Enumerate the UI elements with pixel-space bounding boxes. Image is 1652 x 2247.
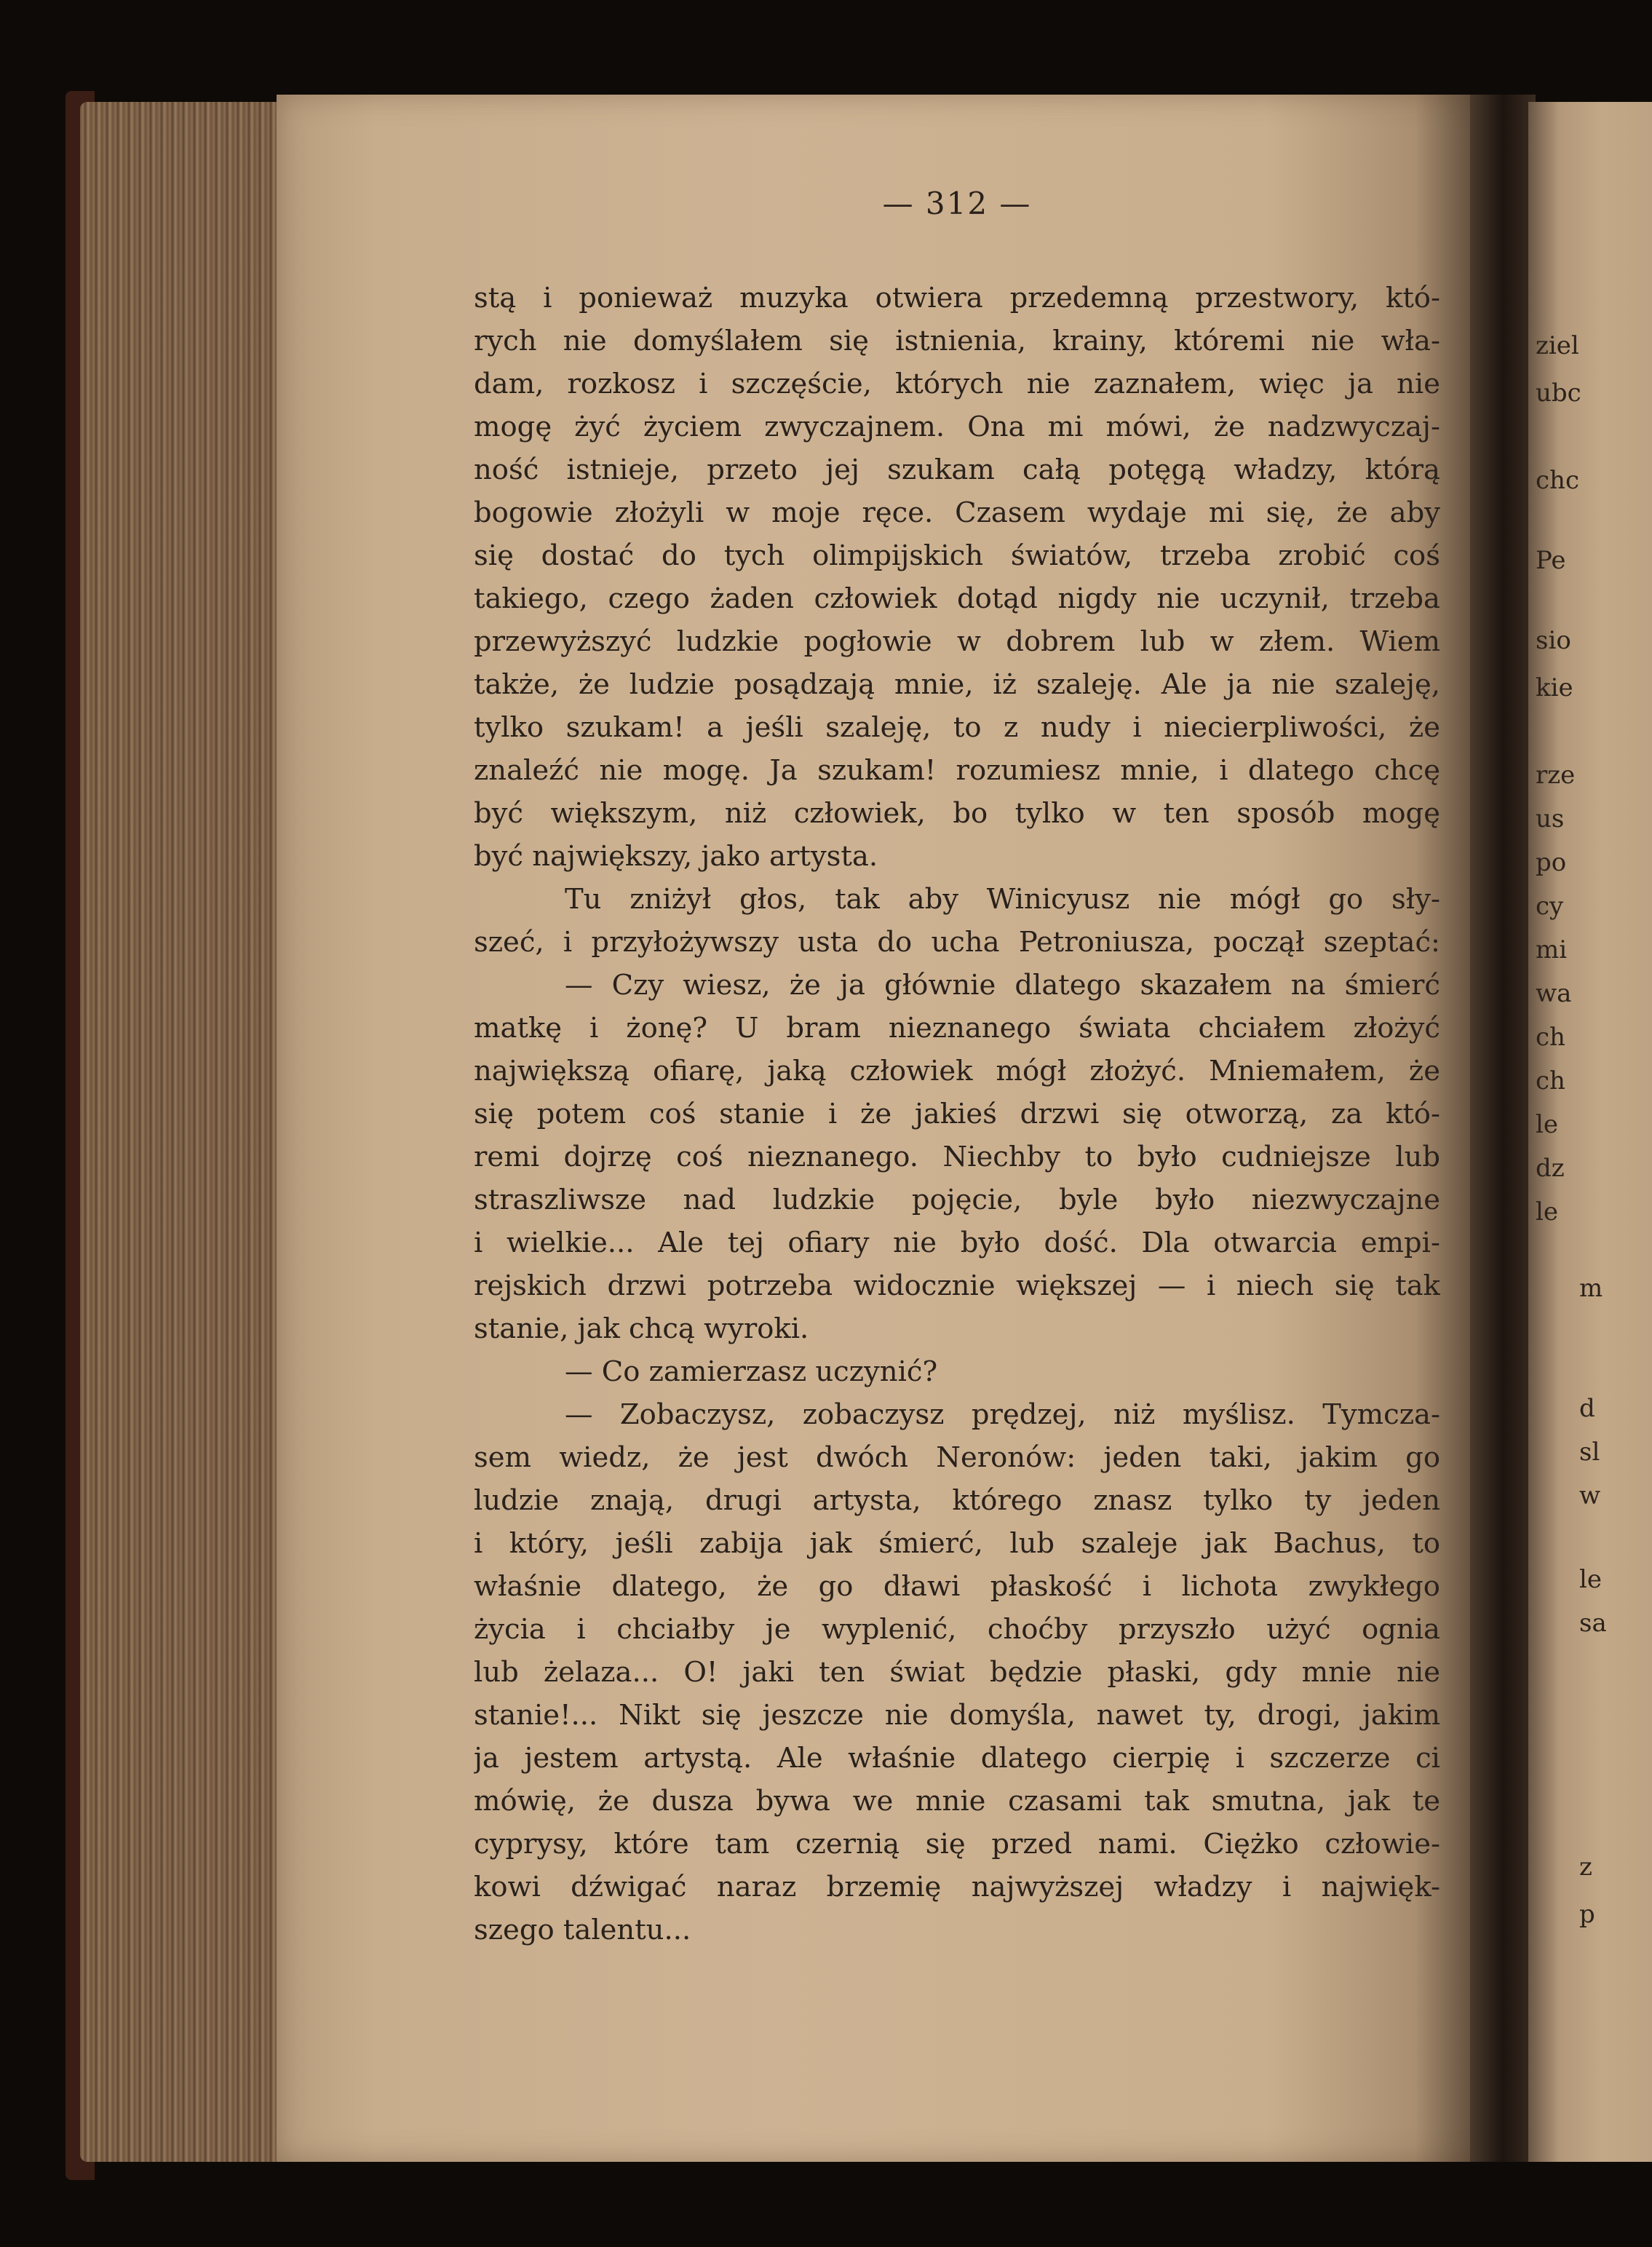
text-line: rych nie domyślałem się istnienia, krainy, któremi nie wła- <box>474 325 1440 357</box>
text-line: się dostać do tych olimpijskich światów, trzeba zrobić coś <box>474 539 1440 572</box>
text-line: tylko szukam! a jeśli szaleję, to z nudy i niecierpliwości, że <box>474 711 1440 744</box>
facing-page-text-fragment: po <box>1536 848 1567 877</box>
page-number: — 312 — <box>882 186 1032 221</box>
text-line: stą i ponieważ muzyka otwiera przedemną przestwory, któ- <box>474 282 1440 314</box>
facing-page-text-fragment: p <box>1579 1900 1595 1929</box>
facing-page-text-fragment: rze <box>1536 761 1576 790</box>
text-line: mogę żyć życiem zwyczajnem. Ona mi mówi, że nadzwyczaj- <box>474 411 1440 443</box>
facing-page-text-fragment: chc <box>1536 466 1579 495</box>
text-line: rejskich drzwi potrzeba widocznie większej — i niech się tak <box>474 1269 1440 1302</box>
facing-page-text-fragment: mi <box>1536 935 1568 964</box>
text-line: — Czy wiesz, że ja głównie dlatego skazałem na śmierć <box>565 969 1440 1002</box>
text-line: szeć, i przyłożywszy usta do ucha Petroniusza, począł szeptać: <box>474 926 1440 959</box>
text-line: być większym, niż człowiek, bo tylko w ten sposób mogę <box>474 797 1440 830</box>
text-line: — Co zamierzasz uczynić? <box>565 1355 938 1388</box>
text-line: ja jestem artystą. Ale właśnie dlatego cierpię i szczerze ci <box>474 1742 1440 1775</box>
text-line: i który, jeśli zabija jak śmierć, lub szaleje jak Bachus, to <box>474 1527 1440 1560</box>
text-line: lub żelaza... O! jaki ten świat będzie płaski, gdy mnie nie <box>474 1656 1440 1689</box>
text-line: Tu zniżył głos, tak aby Winicyusz nie mógł go sły- <box>565 883 1440 916</box>
text-line: kowi dźwigać naraz brzemię najwyższej władzy i najwięk- <box>474 1871 1440 1903</box>
text-line: największą ofiarę, jaką człowiek mógł złożyć. Mniemałem, że <box>474 1055 1440 1087</box>
facing-page-text-fragment: wa <box>1536 979 1572 1008</box>
body-text <box>474 277 1440 1951</box>
text-line: remi dojrzę coś nieznanego. Niechby to było cudniejsze lub <box>474 1141 1440 1173</box>
facing-page-text-fragment: sl <box>1579 1438 1600 1467</box>
text-line: mówię, że dusza bywa we mnie czasami tak smutna, jak te <box>474 1785 1440 1818</box>
text-line: bogowie złożyli w moje ręce. Czasem wydaje mi się, że aby <box>474 496 1440 529</box>
facing-page-text-fragment: us <box>1536 804 1565 833</box>
text-line: życia i chciałby je wyplenić, choćby przyszło użyć ognia <box>474 1613 1440 1646</box>
facing-page-text-fragment: ubc <box>1536 379 1581 408</box>
facing-page-text-fragment: w <box>1579 1481 1601 1510</box>
text-line: cyprysy, które tam czernią się przed nami. Ciężko człowie- <box>474 1828 1440 1860</box>
facing-page-text-fragment: m <box>1579 1274 1603 1303</box>
text-line: być największy, jako artysta. <box>474 840 878 873</box>
facing-page-text-fragment: d <box>1579 1394 1595 1423</box>
text-line: także, że ludzie posądzają mnie, iż szaleję. Ale ja nie szaleję, <box>474 668 1440 701</box>
text-line: ludzie znają, drugi artysta, którego znasz tylko ty jeden <box>474 1484 1440 1517</box>
facing-page-text-fragment: z <box>1579 1852 1592 1882</box>
text-line: znaleźć nie mogę. Ja szukam! rozumiesz mnie, i dlatego chcę <box>474 754 1440 787</box>
text-line: i wielkie... Ale tej ofiary nie było dość. Dla otwarcia empi- <box>474 1226 1440 1259</box>
text-line: stanie!... Nikt się jeszcze nie domyśla, nawet ty, drogi, jakim <box>474 1699 1440 1732</box>
facing-page-text-fragment: le <box>1536 1110 1558 1139</box>
facing-page-text-fragment: kie <box>1536 673 1573 702</box>
book-gutter <box>1470 95 1536 2162</box>
text-line: takiego, czego żaden człowiek dotąd nigdy nie uczynił, trzeba <box>474 582 1440 615</box>
facing-page-text-fragment: sio <box>1536 626 1571 655</box>
facing-page-text-fragment: ch <box>1536 1066 1565 1095</box>
facing-page-text-fragment: sa <box>1579 1609 1607 1638</box>
text-line: matkę i żonę? U bram nieznanego świata chciałem złożyć <box>474 1012 1440 1045</box>
facing-page <box>1528 102 1652 2162</box>
text-line: szego talentu... <box>474 1914 691 1946</box>
facing-page-text-fragment: le <box>1579 1565 1602 1594</box>
text-line: sem wiedz, że jest dwóch Neronów: jeden taki, jakim go <box>474 1441 1440 1474</box>
text-line: — Zobaczysz, zobaczysz prędzej, niż myślisz. Tymcza- <box>565 1398 1440 1431</box>
facing-page-text-fragment: ziel <box>1536 331 1579 360</box>
text-line: przewyższyć ludzkie pogłowie w dobrem lub w złem. Wiem <box>474 625 1440 658</box>
text-line: ność istnieje, przeto jej szukam całą potęgą władzy, którą <box>474 453 1440 486</box>
facing-page-text-fragment: Pe <box>1536 546 1566 575</box>
text-line: się potem coś stanie i że jakieś drzwi się otworzą, za któ- <box>474 1098 1440 1130</box>
page-stack-edge <box>80 102 298 2162</box>
text-line: dam, rozkosz i szczęście, których nie zaznałem, więc ja nie <box>474 368 1440 400</box>
facing-page-text-fragment: le <box>1536 1197 1558 1226</box>
text-line: straszliwsze nad ludzkie pojęcie, byle było niezwyczajne <box>474 1184 1440 1216</box>
text-line: właśnie dlatego, że go dławi płaskość i lichota zwykłego <box>474 1570 1440 1603</box>
facing-page-text-fragment: cy <box>1536 892 1564 921</box>
facing-page-text-fragment: dz <box>1536 1154 1565 1183</box>
text-line: stanie, jak chcą wyroki. <box>474 1312 809 1345</box>
facing-page-text-fragment: ch <box>1536 1023 1565 1052</box>
